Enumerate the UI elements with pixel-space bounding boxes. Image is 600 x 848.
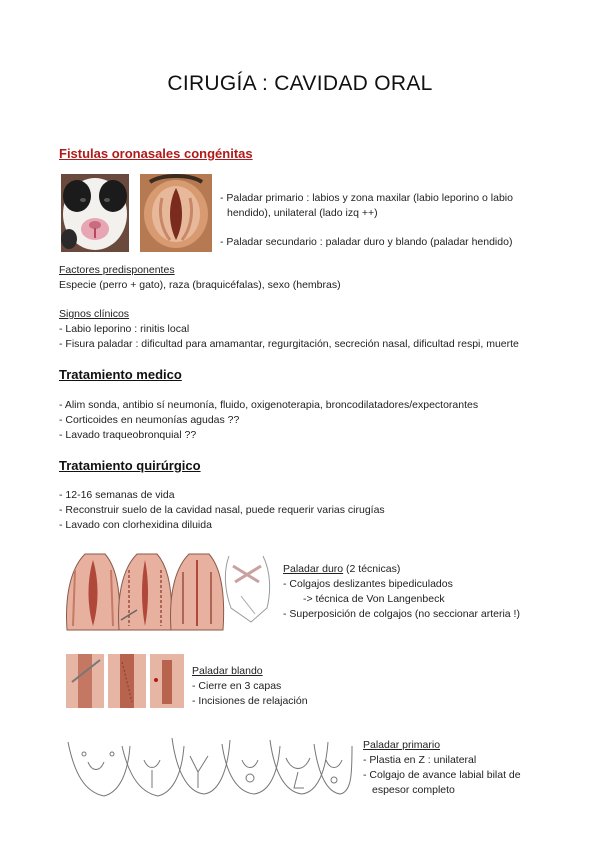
- fistulas-bullet-1-cont: hendido), unilateral (lado izq ++): [227, 207, 378, 219]
- fistulas-bullet-1: - Paladar primario : labios y zona maxilar (labio leporino o labio: [220, 192, 513, 204]
- factores-text: Especie (perro + gato), raza (braquicéfalas), sexo (hembras): [59, 279, 341, 291]
- medico-line-3: - Lavado traqueobronquial ??: [59, 429, 197, 441]
- medico-line-1: - Alim sonda, antibio sí neumonía, fluido, oxigenoterapia, broncodilatadores/expectorantes: [59, 399, 479, 411]
- hard-palate-illustrations: [63, 550, 273, 634]
- duro-heading-extra: (2 técnicas): [343, 563, 401, 575]
- duro-block: [283, 562, 520, 622]
- section-heading-quirurgico: Tratamiento quirúrgico: [59, 458, 201, 473]
- primario-block: [363, 738, 521, 798]
- medico-list: [59, 398, 478, 443]
- blando-line-1: - Cierre en 3 capas: [192, 680, 282, 692]
- primary-sketch-4: [222, 744, 280, 794]
- duro-heading-row: [283, 562, 520, 577]
- cleft-palate-photo: [140, 174, 212, 252]
- fistulas-bullet-2: - Paladar secundario : paladar duro y blando (paladar hendido): [220, 236, 513, 248]
- hard-palate-drawing-3: [171, 554, 224, 630]
- blando-heading: Paladar blando: [192, 665, 263, 677]
- fistulas-bullets: [220, 191, 513, 250]
- primary-sketch-5: [270, 740, 328, 794]
- primario-line-1: - Plastia en Z : unilateral: [363, 754, 477, 766]
- hard-palate-drawing-1: [67, 554, 120, 630]
- primary-sketch-6: [314, 744, 352, 794]
- signos-line-1: - Labio leporino : rinitis local: [59, 323, 190, 335]
- factores-heading: Factores predisponentes: [59, 264, 175, 276]
- quirurgico-line-3: - Lavado con clorhexidina diluida: [59, 519, 212, 531]
- primary-palate-sketches: [64, 732, 354, 802]
- blando-block: [192, 664, 308, 709]
- duro-line-1: - Colgajos deslizantes bipediculados: [283, 578, 453, 590]
- primario-heading: Paladar primario: [363, 739, 441, 751]
- quirurgico-list: [59, 488, 385, 533]
- primary-sketch-1: [68, 742, 130, 796]
- medico-line-2: - Corticoides en neumonías agudas ??: [59, 414, 240, 426]
- soft-palate-illustrations: [66, 652, 186, 710]
- primario-line-2: - Colgajo de avance labial bilat de: [363, 769, 521, 781]
- signos-heading: Signos clínicos: [59, 308, 130, 320]
- signos-line-2: - Fisura paladar : dificultad para amamantar, regurgitación, secreción nasal, dificultad respi, muerte: [59, 338, 519, 350]
- hard-palate-drawing-2: [119, 554, 172, 630]
- primario-line-3: espesor completo: [372, 784, 455, 796]
- duro-line-2: -> técnica de Von Langenbeck: [303, 593, 445, 605]
- page-title: CIRUGÍA : CAVIDAD ORAL: [167, 72, 433, 95]
- section-heading-medico: Tratamiento medico: [59, 367, 182, 382]
- section-heading-fistulas: Fistulas oronasales congénitas: [59, 146, 253, 161]
- quirurgico-line-2: - Reconstruir suelo de la cavidad nasal, puede requerir varias cirugías: [59, 504, 385, 516]
- duro-heading: Paladar duro: [283, 563, 344, 575]
- duro-line-3: - Superposición de colgajos (no seccionar arteria !): [283, 608, 520, 620]
- hard-palate-sketch: [225, 556, 269, 622]
- signos-list: [59, 322, 519, 352]
- puppy-cleft-lip-photo: [61, 174, 129, 252]
- quirurgico-line-1: - 12-16 semanas de vida: [59, 489, 175, 501]
- blando-line-2: - Incisiones de relajación: [192, 695, 308, 707]
